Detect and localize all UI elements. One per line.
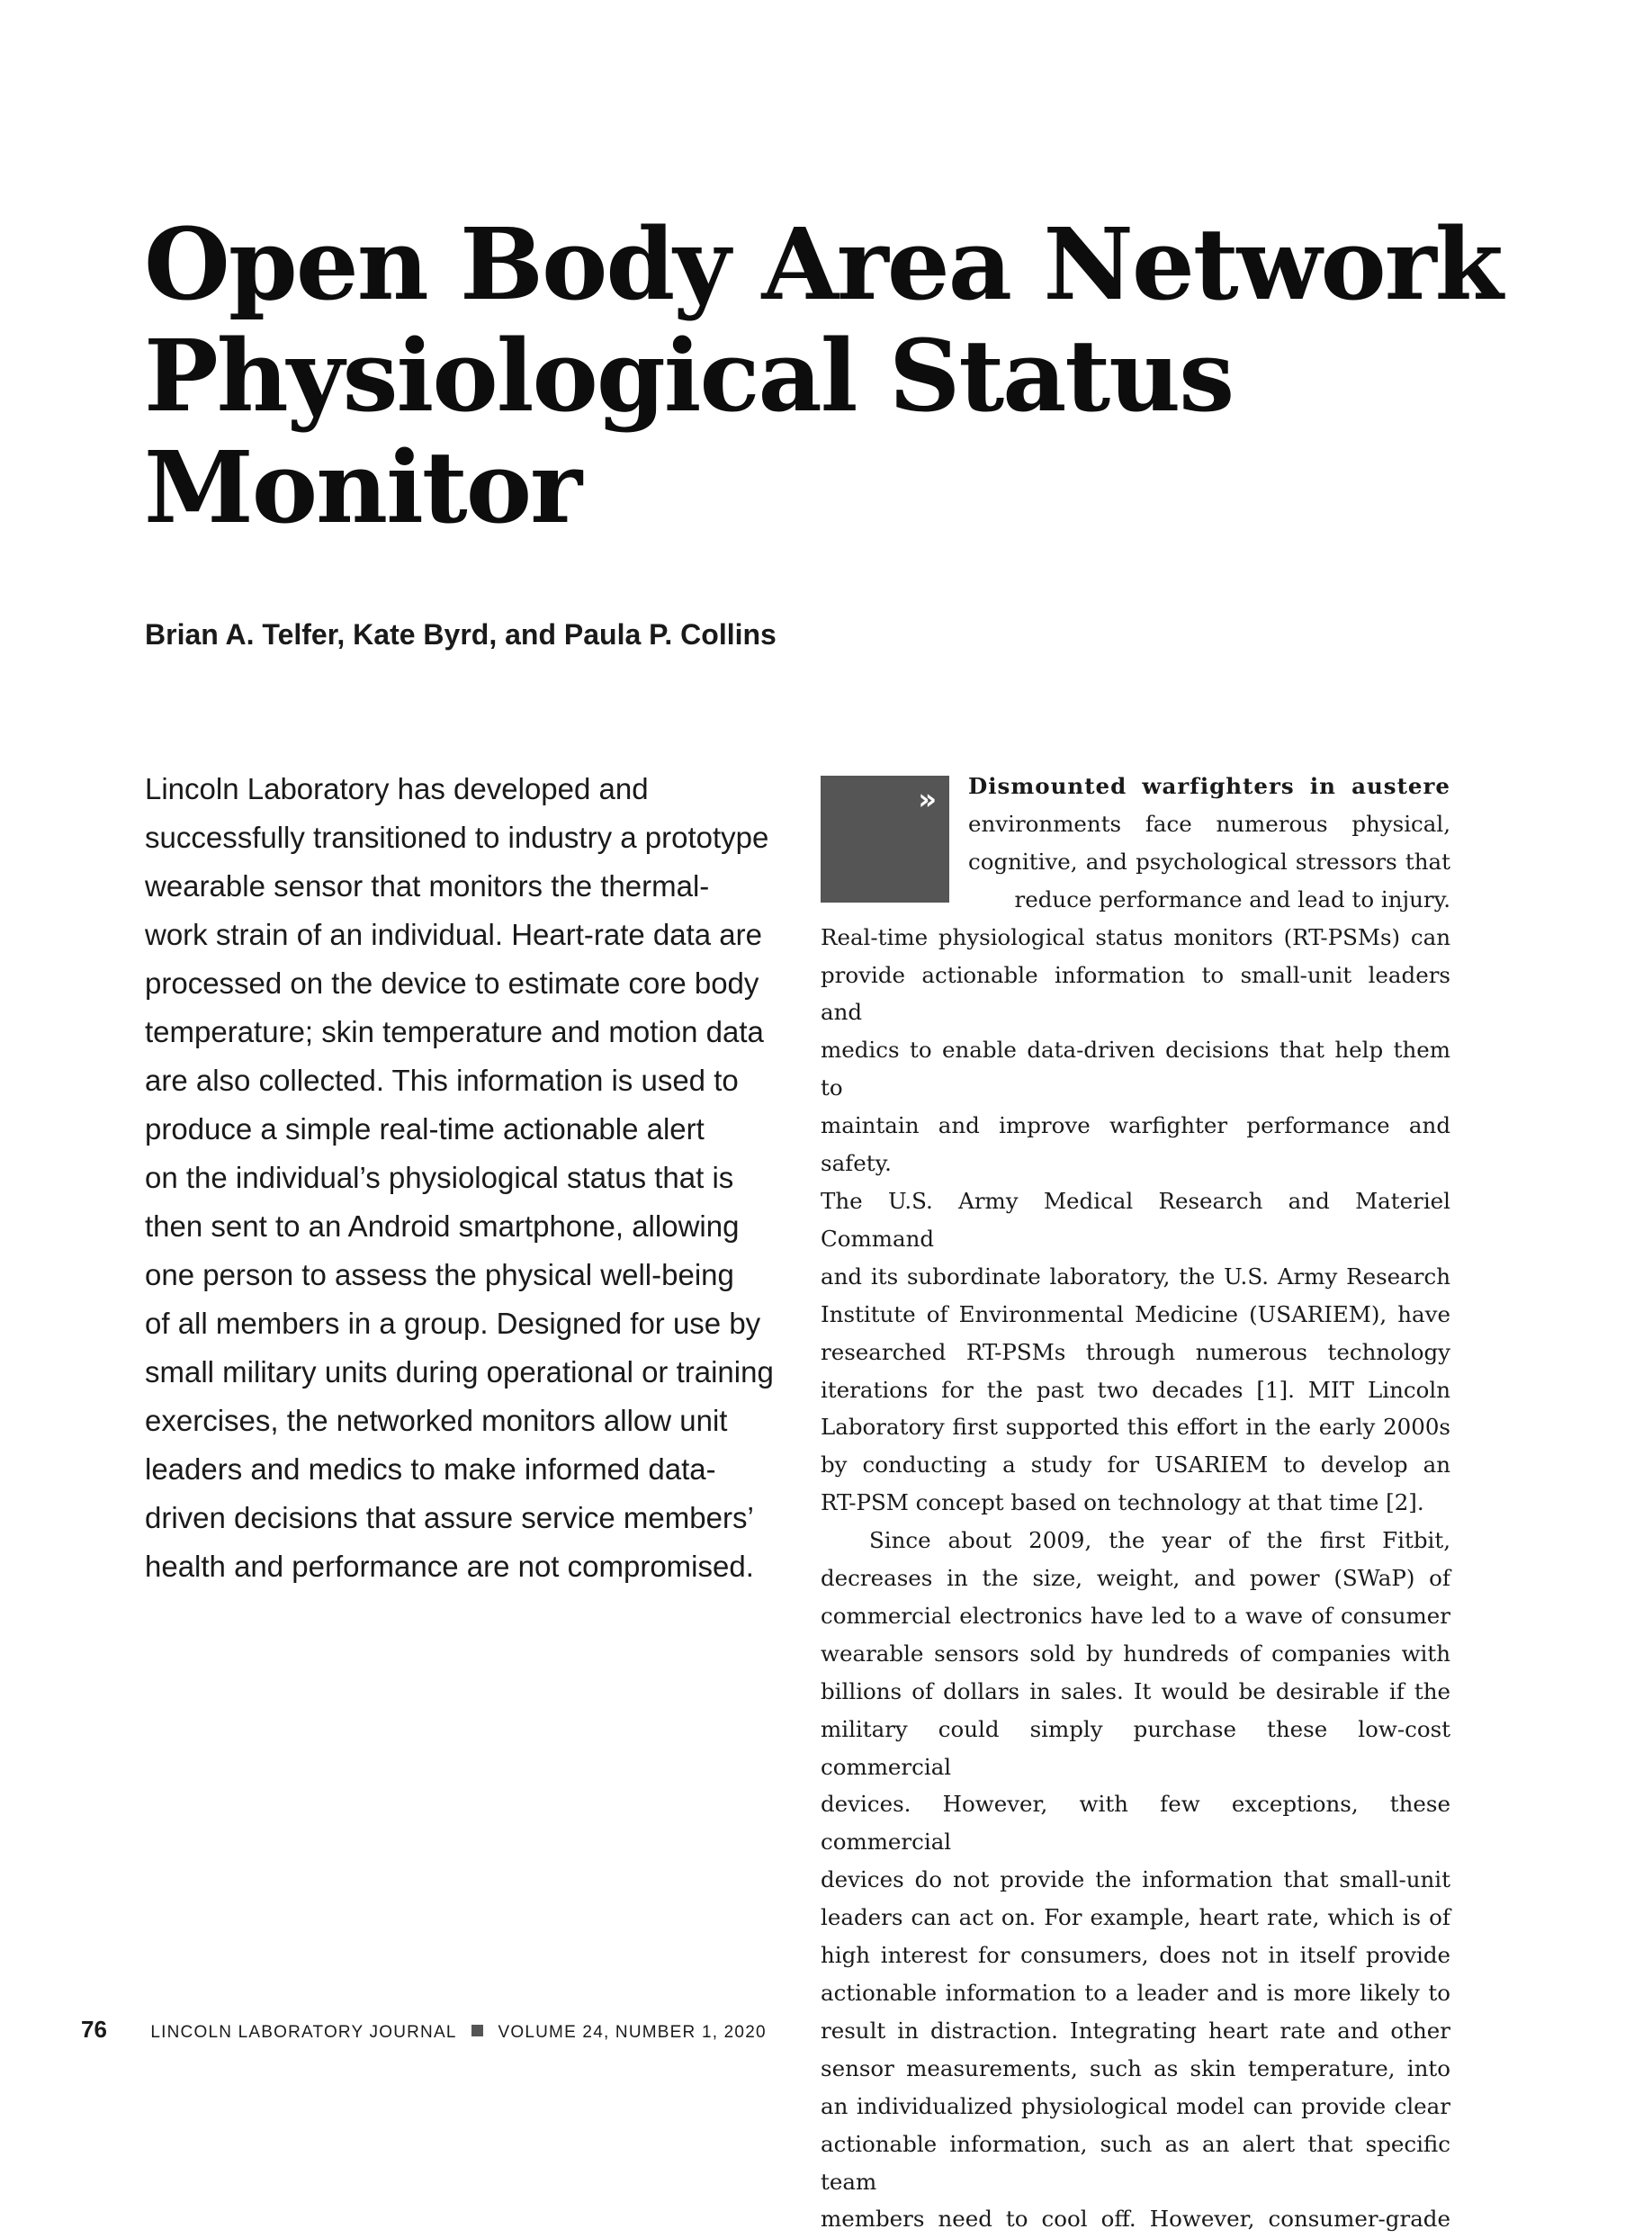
body-line: an individualized physiological model can provide clear <box>821 2092 1450 2119</box>
abstract-line: wearable sensor that monitors the thermal- <box>145 869 710 903</box>
body-line: and its subordinate laboratory, the U.S. Army Research <box>821 1263 1450 1290</box>
title-line: Open Body Area Network <box>144 206 1502 322</box>
abstract-line: Lincoln Laboratory has developed and <box>145 772 649 805</box>
body-line: medics to enable data-driven decisions that help them to <box>821 1037 1450 1101</box>
abstract-line: on the individual’s physiological status that is <box>145 1161 734 1194</box>
body-line: wearable sensors sold by hundreds of companies with <box>821 1640 1450 1667</box>
double-chevron-right-icon: » <box>918 782 937 816</box>
square-separator-icon <box>471 2025 483 2036</box>
abstract-line: driven decisions that assure service members’ <box>145 1501 754 1534</box>
body-line: billions of dollars in sales. It would be desirable if the <box>821 1677 1450 1704</box>
page-number: 76 <box>81 2016 107 2043</box>
body-line: sensor measurements, such as skin temperature, into <box>821 2054 1450 2081</box>
body-text <box>821 768 1450 2238</box>
abstract-line: exercises, the networked monitors allow unit <box>145 1404 728 1437</box>
body-line: by conducting a study for USARIEM to develop an <box>821 1452 1450 1479</box>
abstract <box>145 765 793 1591</box>
lead-in: Dismounted warfighters in austere <box>968 773 1450 799</box>
body-line: environments face numerous physical, <box>968 810 1450 837</box>
body-line: Since about 2009, the year of the first Fitbit, <box>869 1527 1450 1554</box>
abstract-line: health and performance are not compromised. <box>145 1550 754 1583</box>
journal-volume: VOLUME 24, NUMBER 1, 2020 <box>498 2023 767 2042</box>
page-footer <box>81 2016 767 2044</box>
abstract-line: work strain of an individual. Heart-rate data are <box>145 918 763 951</box>
title-line: Monitor <box>144 429 581 545</box>
body-line: members need to cool off. However, consumer-grade <box>821 2206 1450 2233</box>
body-line: result in distraction. Integrating heart rate and other <box>821 2017 1450 2044</box>
abstract-line: small military units during operational or training <box>145 1355 774 1389</box>
abstract-line: successfully transitioned to industry a prototype <box>145 821 769 854</box>
abstract-line: of all members in a group. Designed for use by <box>145 1307 761 1340</box>
body-line: devices. However, with few exceptions, these commercial <box>821 1791 1450 1856</box>
body-line: maintain and improve warfighter performance and safety. <box>821 1112 1450 1177</box>
body-line: military could simply purchase these low-cost commercial <box>821 1715 1450 1780</box>
body-line: decreases in the size, weight, and power (SWaP) of <box>821 1565 1450 1592</box>
body-line: Laboratory first supported this effort in the early 2000s <box>821 1414 1450 1441</box>
body-line: leaders can act on. For example, heart rate, which is of <box>821 1904 1450 1931</box>
body-line: researched RT-PSMs through numerous technology <box>821 1338 1450 1365</box>
body-line: devices do not provide the information that small-unit <box>821 1866 1450 1893</box>
body-line: cognitive, and psychological stressors that <box>968 848 1450 875</box>
body-line: Institute of Environmental Medicine (USARIEM), have <box>821 1300 1450 1327</box>
abstract-line: produce a simple real-time actionable alert <box>145 1112 705 1146</box>
body-line: Real-time physiological status monitors (RT-PSMs) can <box>821 923 1450 950</box>
abstract-line: leaders and medics to make informed data- <box>145 1452 716 1486</box>
body-line: actionable information to a leader and is more likely to <box>821 1980 1450 2006</box>
abstract-line: are also collected. This information is used to <box>145 1064 739 1097</box>
abstract-line: one person to assess the physical well-being <box>145 1258 734 1291</box>
article-authors: Brian A. Telfer, Kate Byrd, and Paula P. Collins <box>145 618 777 651</box>
journal-name: LINCOLN LABORATORY JOURNAL <box>150 2023 457 2042</box>
body-line: The U.S. Army Medical Research and Materiel Command <box>821 1187 1450 1252</box>
body-line: reduce performance and lead to injury. <box>1014 885 1450 912</box>
body-line: provide actionable information to small-unit leaders and <box>821 961 1450 1026</box>
title-line: Physiological Status <box>144 318 1234 434</box>
abstract-line: then sent to an Android smartphone, allowing <box>145 1209 740 1243</box>
body-line: iterations for the past two decades [1]. MIT Lincoln <box>821 1376 1450 1403</box>
body-line: actionable information, such as an alert that specific team <box>821 2130 1450 2195</box>
body-line: high interest for consumers, does not in itself provide <box>821 1942 1450 1969</box>
abstract-line: temperature; skin temperature and motion data <box>145 1015 764 1048</box>
body-line: commercial electronics have led to a wave of consumer <box>821 1602 1450 1629</box>
abstract-line: processed on the device to estimate core body <box>145 966 759 1000</box>
body-line: RT-PSM concept based on technology at that time [2]. <box>821 1489 1424 1516</box>
article-title <box>144 206 1502 545</box>
